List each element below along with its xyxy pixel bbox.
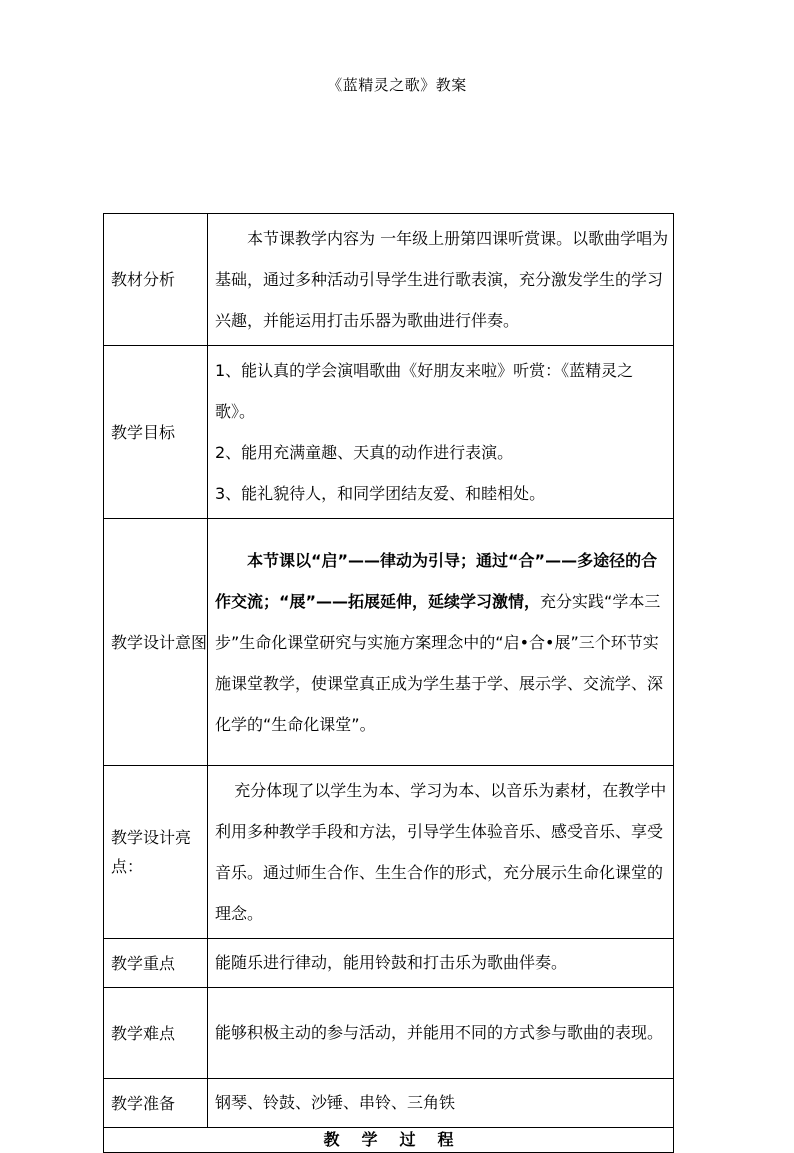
prep-text: 钢琴、铃鼓、沙锤、串铃、三角铁	[208, 1079, 674, 1128]
highlights-text: 充分体现了以学生为本、学习为本、以音乐为素材，在教学中利用多种教学手段和方法，引导学生体验音乐、感受音乐、享受音乐。通过师生合作、生生合作的形式，充分展示生命化课堂的理念。	[215, 781, 667, 923]
table-row-intent	[104, 519, 674, 766]
row-label: 教学设计亮点：	[104, 766, 208, 939]
table-row-material	[104, 214, 674, 346]
table-row-highlights	[104, 766, 674, 939]
row-label: 教学准备	[104, 1079, 208, 1128]
intent-bold-text: 本节课以“启”——律动为引导；通过“合”——多途径的合作交流；“展”——拓展延伸，延续学习激情，	[215, 550, 658, 611]
row-content	[208, 214, 674, 346]
goal-item: 3、能礼貌待人，和同学团结友爱、和睦相处。	[215, 484, 546, 503]
table-row-difficulty	[104, 988, 674, 1079]
key-text: 能随乐进行律动，能用铃鼓和打击乐为歌曲伴奏。	[208, 939, 674, 988]
goal-item: 2、能用充满童趣、天真的动作进行表演。	[215, 443, 514, 462]
row-content	[208, 519, 674, 766]
document-title: 《蓝精灵之歌》教案	[327, 76, 467, 94]
row-label: 教材分析	[104, 214, 208, 346]
row-content	[208, 346, 674, 519]
table-row-key	[104, 939, 674, 988]
material-text: 本节课教学内容为 一年级上册第四课听赏课。以歌曲学唱为基础，通过多种活动引导学生进行歌表演，充分激发学生的学习兴趣，并能运用打击乐器为歌曲进行伴奏。	[215, 229, 669, 330]
goal-item: 1、能认真的学会演唱歌曲《好朋友来啦》听赏：《蓝精灵之歌》。	[215, 361, 634, 421]
row-content	[208, 766, 674, 939]
process-heading: 教学过程	[104, 1128, 674, 1153]
table-row-goals	[104, 346, 674, 519]
table-row-prep	[104, 1079, 674, 1128]
table-row-process	[104, 1128, 674, 1153]
difficulty-text: 能够积极主动的参与活动，并能用不同的方式参与歌曲的表现。	[208, 988, 674, 1079]
row-label: 教学重点	[104, 939, 208, 988]
intent-text: 充分实践“学本三步”生命化课堂研究与实施方案理念中的“启•合•展”三个环节实施课堂教学，使课堂真正成为学生基于学、展示学、交流学、深化学的“生命化课堂”。	[215, 591, 664, 734]
row-label: 教学目标	[104, 346, 208, 519]
row-label: 教学设计意图	[104, 519, 208, 766]
intent-paragraph	[215, 540, 669, 745]
row-label: 教学难点	[104, 988, 208, 1079]
lesson-plan-table	[103, 213, 674, 1153]
